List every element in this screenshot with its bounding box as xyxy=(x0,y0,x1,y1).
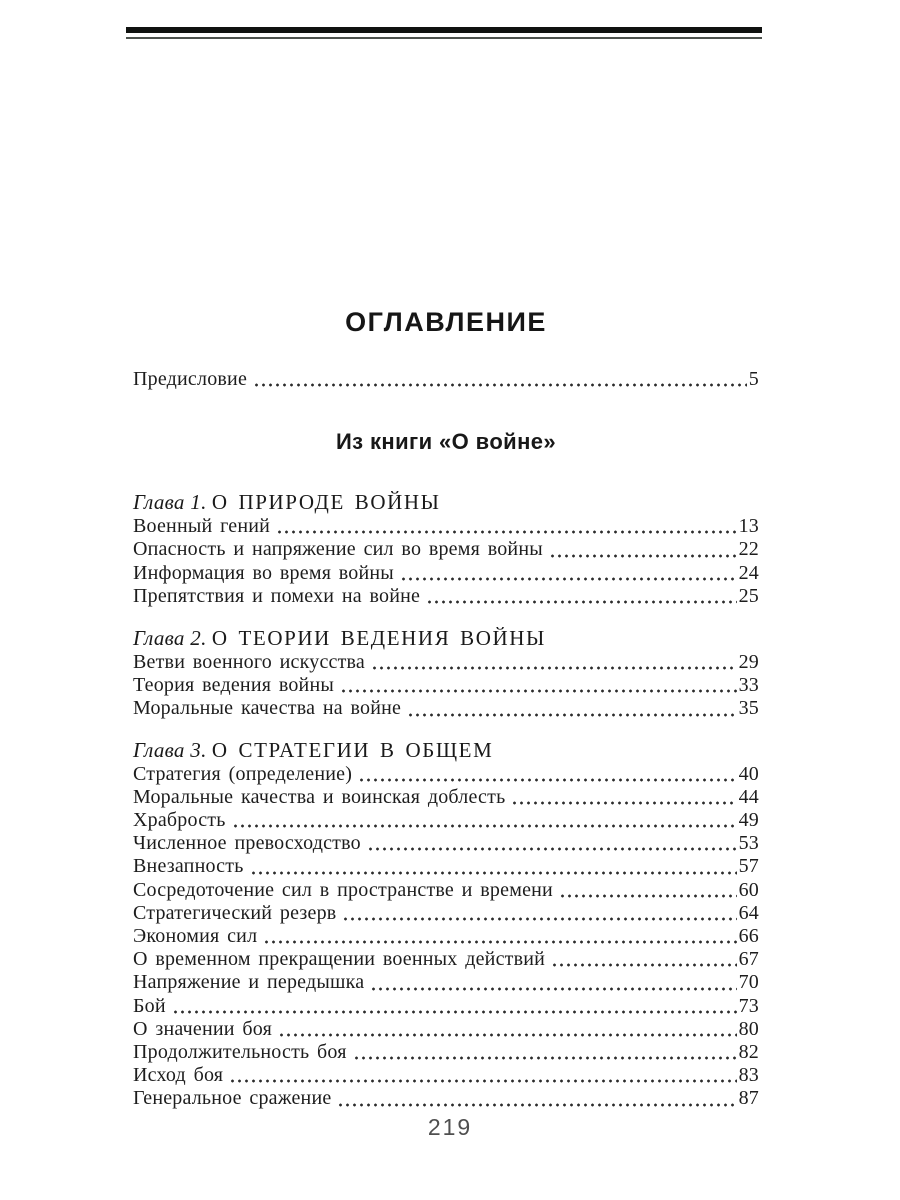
dot-leader xyxy=(278,1018,737,1041)
entry-page-number: 24 xyxy=(738,561,759,584)
dot-leader xyxy=(276,515,737,538)
toc-entry xyxy=(133,651,759,674)
chapter-number: Глава 3. xyxy=(133,737,207,762)
entry-page-number: 66 xyxy=(738,925,759,948)
entry-label: Сосредоточение сил в пространстве и времени xyxy=(133,878,553,901)
dot-leader xyxy=(353,1041,737,1064)
chapter-title: О ТЕОРИИ ВЕДЕНИЯ ВОЙНЫ xyxy=(211,626,546,651)
dot-leader xyxy=(337,1087,736,1110)
entry-label: Предисловие xyxy=(133,368,248,390)
dot-leader xyxy=(370,971,736,994)
dot-leader xyxy=(371,651,737,674)
entry-label: Моральные качества и воинская доблесть xyxy=(133,785,506,808)
entry-label: Моральные качества на войне xyxy=(133,697,402,720)
chapter-heading xyxy=(133,737,759,763)
dot-leader xyxy=(407,697,736,720)
entry-label: Напряжение и передышка xyxy=(133,971,365,994)
dot-leader xyxy=(551,948,737,971)
toc-entry xyxy=(133,562,759,585)
toc-content xyxy=(133,0,759,1111)
entry-label: Численное превосходство xyxy=(133,832,361,855)
dot-leader xyxy=(549,538,737,561)
entry-label: О значении боя xyxy=(133,1017,272,1040)
dot-leader xyxy=(253,368,747,391)
toc-entry xyxy=(133,832,759,855)
entry-page-number: 25 xyxy=(738,584,759,607)
entry-label: Военный гений xyxy=(133,515,271,538)
entry-page-number: 73 xyxy=(738,994,759,1017)
entry-label: О временном прекращении военных действий xyxy=(133,948,546,971)
entry-label: Опасность и напряжение сил во время войны xyxy=(133,538,543,561)
entry-page-number: 70 xyxy=(738,971,759,994)
dot-leader xyxy=(232,809,737,832)
entry-label: Внезапность xyxy=(133,855,244,878)
entry-page-number: 82 xyxy=(738,1041,759,1064)
chapter-heading xyxy=(133,489,759,515)
toc-entry xyxy=(133,1087,759,1110)
dot-leader xyxy=(358,763,737,786)
toc-entry xyxy=(133,585,759,608)
entry-label: Ветви военного искусства xyxy=(133,651,366,674)
book-subtitle: Из книги «О войне» xyxy=(335,429,557,455)
chapter-title: О СТРАТЕГИИ В ОБЩЕМ xyxy=(211,737,494,762)
entry-page-number: 29 xyxy=(738,651,759,674)
chapter-number: Глава 2. xyxy=(133,626,207,651)
dot-leader xyxy=(426,585,736,608)
entry-label: Информация во время войны xyxy=(133,561,394,584)
entry-page-number: 44 xyxy=(738,785,759,808)
entry-label: Храбрость xyxy=(133,809,226,832)
toc-entry xyxy=(133,1064,759,1087)
toc-entry xyxy=(133,697,759,720)
toc-entry xyxy=(133,786,759,809)
entry-label: Препятствия и помехи на войне xyxy=(133,584,421,607)
toc-entry xyxy=(133,763,759,786)
toc-entry xyxy=(133,538,759,561)
entry-page-number: 67 xyxy=(738,948,759,971)
chapter-heading xyxy=(133,625,759,651)
entry-label: Стратегический резерв xyxy=(133,901,337,924)
dot-leader xyxy=(511,786,736,809)
dot-leader xyxy=(229,1064,736,1087)
dot-leader xyxy=(340,674,737,697)
entry-label: Стратегия (определение) xyxy=(133,762,353,785)
dot-leader xyxy=(400,562,737,585)
toc-entry xyxy=(133,674,759,697)
entry-page-number: 13 xyxy=(738,515,759,538)
dot-leader xyxy=(172,995,737,1018)
entry-page-number: 40 xyxy=(738,762,759,785)
entry-label: Продолжительность боя xyxy=(133,1041,347,1064)
entry-page-number: 22 xyxy=(738,538,759,561)
toc-entry xyxy=(133,879,759,902)
dot-leader xyxy=(263,925,736,948)
entry-label: Теория ведения войны xyxy=(133,674,334,697)
entry-label: Генеральное сражение xyxy=(133,1087,332,1110)
toc-entry xyxy=(133,995,759,1018)
entry-page-number: 60 xyxy=(738,878,759,901)
dot-leader xyxy=(367,832,737,855)
folio-page-number: 219 xyxy=(427,1114,473,1140)
entry-page-number: 35 xyxy=(738,697,759,720)
toc-section-chapter-2 xyxy=(133,625,759,721)
entry-page-number: 49 xyxy=(738,809,759,832)
entry-label: Экономия сил xyxy=(133,925,258,948)
toc-entry xyxy=(133,855,759,878)
dot-leader xyxy=(342,902,736,925)
entry-label: Исход боя xyxy=(133,1064,224,1087)
entry-page-number: 53 xyxy=(738,832,759,855)
toc-entry xyxy=(133,948,759,971)
toc-entry xyxy=(133,1018,759,1041)
entry-page-number: 57 xyxy=(738,855,759,878)
toc-entry xyxy=(133,809,759,832)
toc-entry xyxy=(133,925,759,948)
toc-entry xyxy=(133,1041,759,1064)
toc-entry-preface xyxy=(133,368,759,391)
entry-page-number: 87 xyxy=(738,1087,759,1110)
entry-page-number: 64 xyxy=(738,901,759,924)
dot-leader xyxy=(250,855,737,878)
toc-entry xyxy=(133,515,759,538)
toc-entry xyxy=(133,902,759,925)
chapter-number: Глава 1. xyxy=(133,490,207,515)
chapter-title: О ПРИРОДЕ ВОЙНЫ xyxy=(211,490,441,515)
toc-section-chapter-3 xyxy=(133,737,759,1111)
entry-page-number: 83 xyxy=(738,1064,759,1087)
entry-page-number: 80 xyxy=(738,1017,759,1040)
entry-page-number: 33 xyxy=(738,674,759,697)
toc-section-chapter-1 xyxy=(133,489,759,608)
entry-page-number: 5 xyxy=(748,368,759,390)
dot-leader xyxy=(559,879,737,902)
entry-label: Бой xyxy=(133,994,166,1017)
toc-entry xyxy=(133,971,759,994)
page-title: ОГЛАВЛЕНИЕ xyxy=(345,307,547,337)
